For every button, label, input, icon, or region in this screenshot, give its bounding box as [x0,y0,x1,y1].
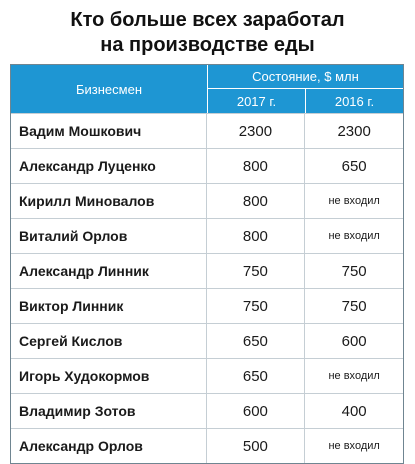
header-businessman: Бизнесмен [11,65,208,113]
header-years [208,65,403,113]
table-row [11,393,403,428]
row-name: Александр Орлов [11,429,207,463]
row-value-2017: 750 [207,254,306,288]
row-name: Кирилл Миновалов [11,184,207,218]
row-name: Виктор Линник [11,289,207,323]
row-value-2016: не входил [328,195,380,207]
row-value-2017: 600 [207,394,306,428]
row-value-2016: 750 [341,262,367,280]
table-row [11,148,403,183]
table-row [11,253,403,288]
row-value-2016: не входил [328,440,380,452]
row-value-2017: 800 [207,149,306,183]
header-year-2017: 2017 г. [208,89,306,113]
row-name: Александр Линник [11,254,207,288]
row-value-2016: 600 [341,332,367,350]
row-value-2016: 650 [341,157,367,175]
table-row [11,323,403,358]
row-value-2016: 2300 [337,122,371,140]
row-value-2017: 650 [207,324,306,358]
row-value-2016: не входил [328,370,380,382]
wealth-table [10,64,404,464]
row-name: Игорь Худокормов [11,359,207,393]
table-row [11,288,403,323]
table-row [11,183,403,218]
table-row [11,358,403,393]
row-value-2017: 800 [207,184,306,218]
row-name: Александр Луценко [11,149,207,183]
row-value-2017: 750 [207,289,306,323]
header-year-row [208,89,403,113]
table-row [11,428,403,463]
header-year-2016: 2016 г. [334,93,375,109]
header-wealth: Состояние, $ млн [208,65,403,89]
row-value-2016: 400 [341,402,367,420]
page-title [0,8,415,58]
row-value-2017: 800 [207,219,306,253]
row-name: Владимир Зотов [11,394,207,428]
title-line-2: на производстве еды [100,34,315,56]
row-value-2016: 750 [341,297,367,315]
row-value-2016: не входил [328,230,380,242]
table-row [11,113,403,148]
title-line-1: Кто больше всех заработал [70,9,345,31]
table-row [11,218,403,253]
row-name: Сергей Кислов [11,324,207,358]
table-header [11,65,403,113]
row-value-2017: 650 [207,359,306,393]
row-name: Вадим Мошкович [11,114,207,148]
row-value-2017: 500 [207,429,306,463]
row-value-2017: 2300 [207,114,306,148]
row-name: Виталий Орлов [11,219,207,253]
